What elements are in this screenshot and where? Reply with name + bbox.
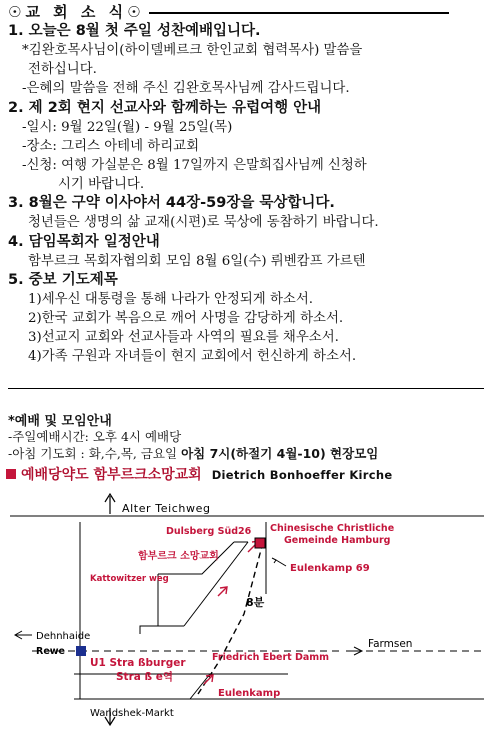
label-alter-teichweg: Alter Teichweg — [122, 502, 211, 515]
worship-morning — [8, 446, 488, 463]
label-eulenkamp69: Eulenkamp 69 — [290, 563, 370, 574]
news-title — [8, 2, 484, 22]
item4-line1: 함부르크 목회자협의회 모임 8월 6일(수) 뤼벤캄프 가르텐 — [28, 253, 366, 269]
item3-heading: 3. 8월은 구약 이사야서 44장-59장을 묵상합니다. — [8, 195, 335, 212]
label-church-de-line2: Gemeinde Hamburg — [284, 535, 391, 546]
worship-info-section — [8, 414, 488, 462]
item1-line2: 전하십니다. — [28, 62, 97, 78]
eulenkamp69-pointer-head — [272, 558, 276, 563]
subway-station-icon — [76, 646, 86, 656]
label-church-de-line1: Chinesische Christliche — [270, 523, 395, 534]
german-church-name: Dietrich Bonhoeffer Kirche — [211, 468, 393, 482]
item1-line3: -은혜의 말씀을 전해 주신 김완호목사님께 감사드립니다. — [22, 81, 350, 97]
prayer-item: 1)세우신 대통령을 통해 나라가 안정되게 하소서. — [28, 291, 314, 307]
item2-heading: 2. 제 2회 현지 선교사와 함께하는 유럽여행 안내 — [8, 99, 322, 116]
map-title: 예배당약도 함부르크소망교회 — [21, 467, 202, 483]
church-marker-icon — [255, 538, 265, 548]
red-square-icon — [6, 469, 16, 479]
morning-prayer-time: 아침 7시(하절기 4월-10) 현장모임 — [181, 445, 379, 461]
label-u1-line1: U1 Stra ßburger — [90, 657, 186, 669]
worship-heading: *예배 및 모임안내 — [8, 414, 112, 429]
prayer-item: 2)한국 교회가 복음으로 깨어 사명을 감당하게 하소서. — [28, 311, 344, 327]
section-divider — [8, 388, 484, 389]
label-walk-time: 8분 — [246, 596, 265, 609]
item5-heading: 5. 중보 기도제목 — [8, 271, 118, 288]
map-header — [6, 464, 488, 484]
prayer-item: 3)선교지 교회와 선교사들과 사역의 필요를 채우소서. — [28, 330, 339, 346]
route-arrow-1 — [218, 588, 226, 596]
label-church-ko: 함부르크 소망교회 — [138, 551, 219, 562]
label-u1-line2: Stra ß e역 — [116, 671, 173, 683]
label-friedrich: Friedrich Ebert Damm — [212, 652, 330, 663]
label-farmsen: Farmsen — [368, 638, 413, 650]
church-news-section — [8, 2, 484, 367]
title-rule — [149, 12, 449, 14]
item1-heading: 1. 오늘은 8월 첫 주일 성찬예배입니다. — [8, 23, 261, 39]
directions-map — [8, 484, 486, 734]
news-title-text: ☉교 회 소 식☉ — [8, 3, 145, 21]
eulenkamp69-pointer — [276, 560, 286, 566]
label-dehnhaide: Dehnhaide — [36, 631, 91, 642]
worship-sunday: -주일예배시간: 오후 4시 예배당 — [8, 429, 182, 444]
label-rewe: Rewe — [36, 646, 65, 657]
morning-prayer-days: -아침 기도회 : 화,수,목, 금요일 — [8, 445, 182, 461]
label-kattowitzer: Kattowitzer weg — [90, 574, 169, 584]
item4-heading: 4. 담임목회자 일정안내 — [8, 233, 160, 250]
item1-line1: *김완호목사님이(하이델베르크 한인교회 협력목사) 말씀을 — [22, 43, 363, 58]
item2-apply-line2: 시기 바랍니다. — [58, 177, 145, 193]
prayer-item: 4)가족 구원과 자녀들이 현지 교회에서 헌신하게 하소서. — [28, 349, 357, 365]
label-wandsbek: Wandshek-Markt — [90, 708, 174, 719]
label-dulsberg: Dulsberg Süd26 — [166, 526, 252, 537]
item2-apply-line1: -신청: 여행 가실분은 8월 17일까지 은말희집사님께 신청하 — [22, 158, 367, 174]
eulenkamp-street — [190, 674, 210, 699]
side-street — [140, 626, 184, 634]
item2-place: -장소: 그리스 아테네 하리교회 — [22, 138, 200, 154]
item3-line1: 청년들은 생명의 삶 교재(시편)로 묵상에 동참하기 바랍니다. — [28, 215, 379, 231]
label-eulenkamp: Eulenkamp — [218, 688, 281, 699]
item2-date: -일시: 9월 22일(월) - 9월 25일(목) — [22, 119, 233, 135]
